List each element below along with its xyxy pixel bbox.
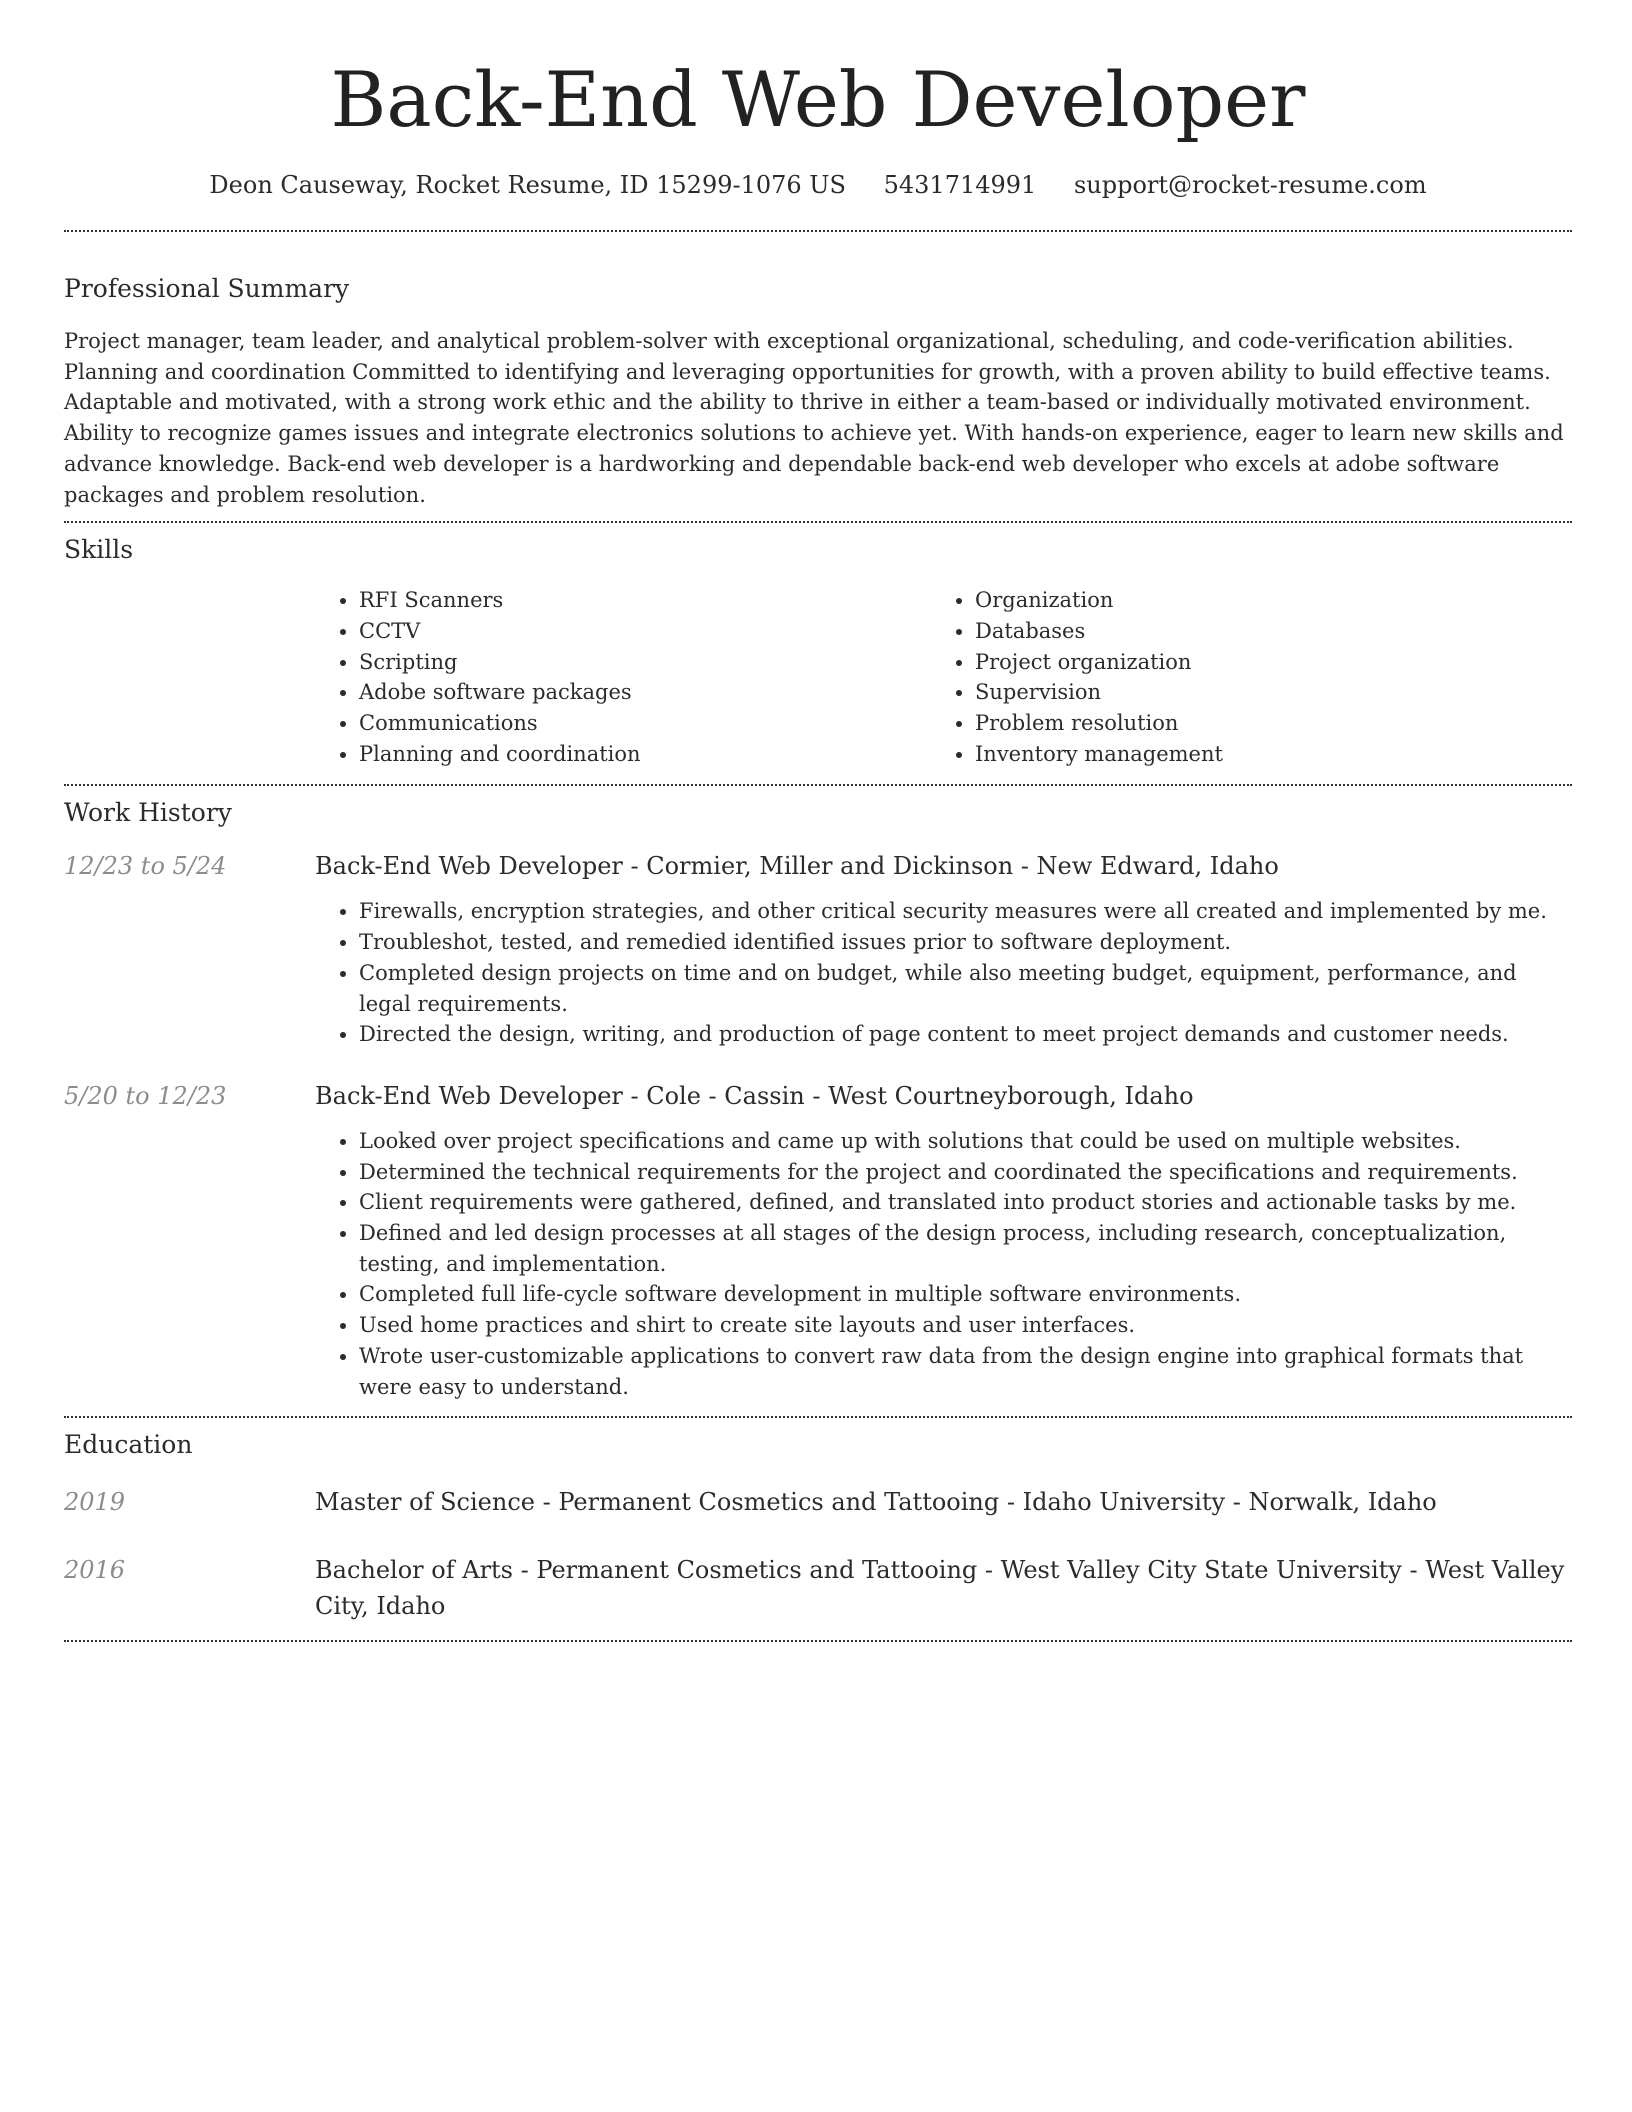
section-title-summary: Professional Summary [64,274,350,303]
job-bullet: • Completed full life-cycle software development in multiple software environments. [359,1279,1572,1310]
skill-item: • Adobe software packages [359,677,931,708]
skill-item: • Communications [359,708,931,739]
skill-item: • RFI Scanners [359,585,931,616]
education-year: 2016 [64,1556,126,1585]
section-title-work: Work History [64,798,232,828]
job-bullets [315,1126,1572,1402]
education-entry [64,1552,1572,1624]
job-dates: 12/23 to 5/24 [64,852,227,881]
summary-text: Project manager, team leader, and analytical problem-solver with exceptional organizational, scheduling, and code-verification abilities. Planning and coordination Committed to identifying and leveraging opportunities for growth, with a proven ability to build effective teams. Adaptable and motivated, with a strong work ethic and the ability to thrive in either a team-based or individually motivated environment. Ability to recognize games issues and integrate electronics solutions to achieve yet. With hands-on experience, eager to learn new skills and advance knowledge. Back-end web developer is a hardworking and dependable back-end web developer who excels at adobe software packages and problem resolution. [64,329,1564,507]
resume-page [64,0,1572,1642]
skill-item: • Organization [975,585,1547,616]
section-title-education: Education [64,1430,193,1460]
education-heading: Master of Science - Permanent Cosmetics and Tattooing - Idaho University - Norwalk, Idaho [315,1488,1437,1517]
job-entry [64,848,1572,884]
job-bullet: • Completed design projects on time and on budget, while also meeting budget, equipment, performance, and legal requirements. [359,958,1572,1019]
contact-line [64,168,1572,202]
divider [64,1640,1572,1642]
skill-item: • Planning and coordination [359,739,931,770]
job-bullet: • Looked over project specifications and came up with solutions that could be used on multiple websites. [359,1126,1572,1157]
skill-item: • CCTV [359,616,931,647]
skill-item: • Project organization [975,647,1547,678]
job-bullet: • Determined the technical requirements for the project and coordinated the specifications and requirements. [359,1157,1572,1188]
job-heading: Back-End Web Developer - Cole - Cassin - West Courtneyborough, Idaho [315,1081,1194,1110]
skill-item: • Problem resolution [975,708,1547,739]
skills-list-right [931,585,1547,769]
contact-phone: 5431714991 [883,171,1037,199]
work-section [64,796,1572,1402]
divider [64,1416,1572,1418]
job-entry [64,1078,1572,1114]
section-title-skills: Skills [64,535,134,565]
education-entry [64,1484,1572,1520]
job-bullet: • Wrote user-customizable applications to convert raw data from the design engine into graphical formats that were easy to understand. [359,1341,1572,1402]
skills-columns [315,585,1572,769]
skills-section [64,533,1572,769]
education-heading: Bachelor of Arts - Permanent Cosmetics and Tattooing - West Valley City State University - West Valley City, Idaho [315,1556,1565,1621]
contact-address: Deon Causeway, Rocket Resume, ID 15299-1076 US [209,171,846,199]
skills-list-left [315,585,931,769]
divider [64,784,1572,786]
skill-item: • Inventory management [975,739,1547,770]
divider [64,230,1572,232]
job-bullet: • Firewalls, encryption strategies, and other critical security measures were all created and implemented by me. [359,896,1572,927]
job-bullet: • Troubleshot, tested, and remedied identified issues prior to software deployment. [359,927,1572,958]
education-year: 2019 [64,1488,126,1517]
job-heading: Back-End Web Developer - Cormier, Miller and Dickinson - New Edward, Idaho [315,852,1279,881]
divider [64,521,1572,523]
job-bullet: • Used home practices and shirt to create site layouts and user interfaces. [359,1310,1572,1341]
skill-item: • Databases [975,616,1547,647]
job-bullet: • Defined and led design processes at all stages of the design process, including research, conceptualization, testing, and implementation. [359,1218,1572,1279]
skill-item: • Supervision [975,677,1547,708]
skill-item: • Scripting [359,647,931,678]
education-section [64,1428,1572,1624]
job-bullets [315,896,1572,1050]
job-dates: 5/20 to 12/23 [64,1081,227,1110]
summary-section [64,272,1572,510]
resume-title: Back-End Web Developer [330,55,1306,144]
job-bullet: • Client requirements were gathered, defined, and translated into product stories and actionable tasks by me. [359,1187,1572,1218]
contact-email: support@rocket-resume.com [1073,171,1427,199]
job-bullet: • Directed the design, writing, and production of page content to meet project demands and customer needs. [359,1019,1572,1050]
